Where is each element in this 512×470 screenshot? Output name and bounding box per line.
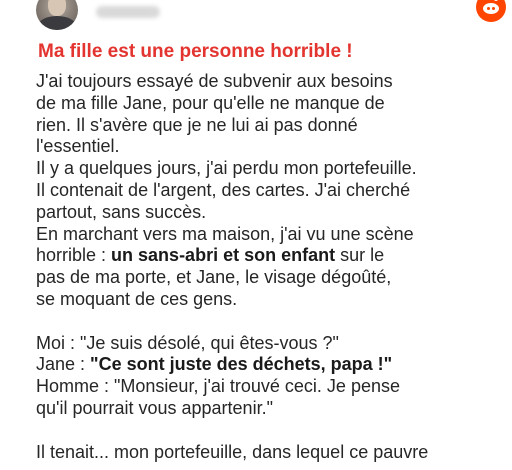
story-text: horrible : [36,245,112,266]
story-line: rien. Il s'avère que je ne lui ai pas donné [36,114,358,135]
story-body [36,71,506,463]
story-line: En marchant vers ma maison, j'ai vu une scène [36,223,414,244]
story-line: de ma fille Jane, pour qu'elle ne manque de [36,92,385,113]
story-line: Il tenait... mon portefeuille, dans lequel ce pauvre [36,441,429,462]
paragraph-gap [36,311,506,333]
story-text: sur le [335,245,385,266]
post-header [0,0,512,30]
reddit-eye-left [487,7,490,10]
reddit-icon[interactable] [476,0,506,22]
reddit-eye-right [492,7,495,10]
dialogue-line-emphasis [36,354,506,376]
story-bold-text: "Ce sont juste des déchets, papa !" [90,354,393,375]
story-line: l'essentiel. [36,136,120,157]
story-line: pas de ma porte, et Jane, le visage dégoûté, [36,267,392,288]
speaker-label: Jane : [36,354,91,375]
story-line: partout, sans succès. [36,201,207,222]
story-line: Il contenait de l'argent, des cartes. J'ai cherché [36,179,411,200]
dialogue-line: qu'il pourrait vous appartenir." [36,397,273,418]
reddit-head [483,3,499,14]
story-bold-text: un sans-abri et son enfant [111,245,336,266]
story-line: se moquant de ces gens. [36,288,238,309]
story-line: Il y a quelques jours, j'ai perdu mon portefeuille. [36,158,417,179]
story-title: Ma fille est une personne horrible ! [38,41,353,62]
paragraph-gap [36,420,506,442]
dialogue-line: Homme : "Monsieur, j'ai trouvé ceci. Je pense [36,376,400,397]
avatar-face [48,0,66,16]
story-line: J'ai toujours essayé de subvenir aux besoins [36,71,393,91]
author-name-blurred [96,6,160,18]
author-avatar[interactable] [36,0,78,30]
dialogue-line: Moi : "Je suis désolé, qui êtes-vous ?" [36,332,339,353]
avatar-shoulders [38,16,76,30]
reddit-antenna [494,0,498,1]
story-line-emphasis [36,245,506,267]
